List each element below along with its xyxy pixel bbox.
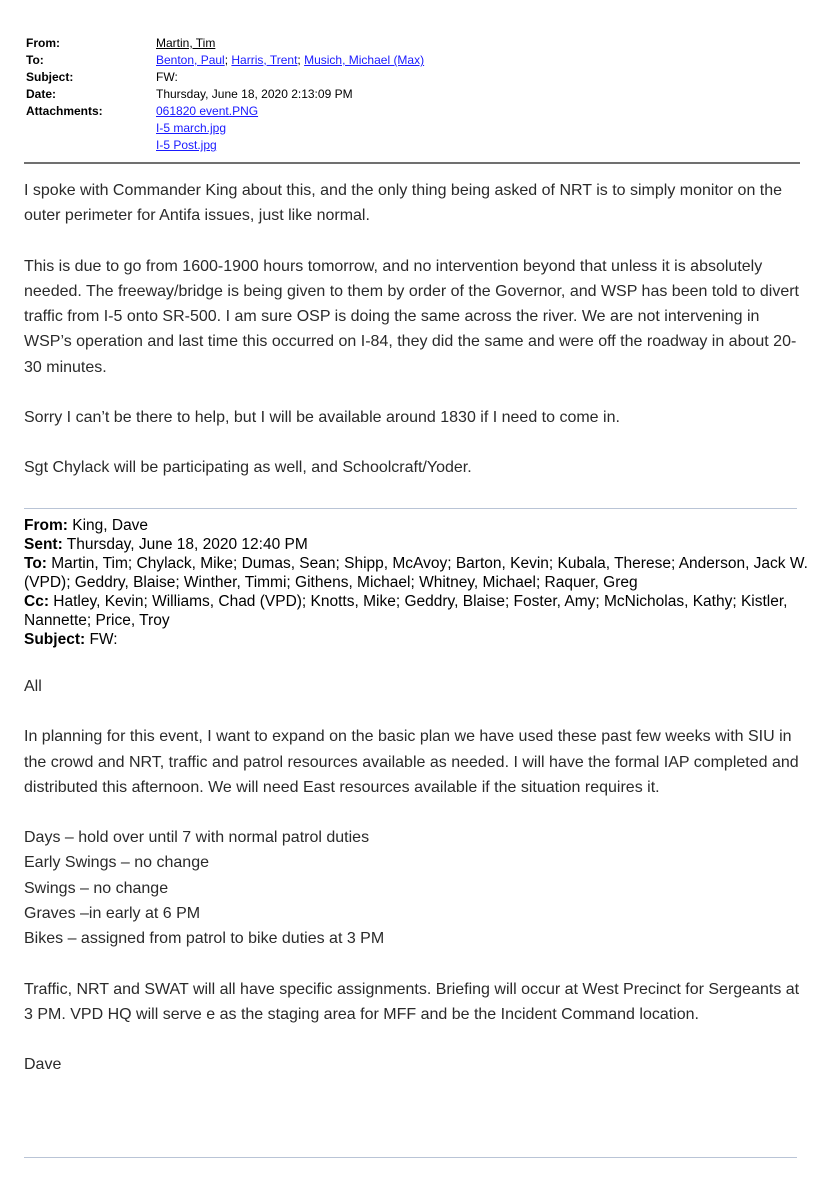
attachment-link[interactable]: I-5 Post.jpg bbox=[156, 138, 217, 152]
attachments-row bbox=[26, 103, 424, 154]
from-label: From: bbox=[26, 36, 60, 50]
fwd-sent-row bbox=[24, 535, 809, 554]
fwd-from-label: From: bbox=[24, 517, 68, 534]
to-label: To: bbox=[26, 53, 44, 67]
fwd-cc-label: Cc: bbox=[24, 593, 49, 610]
paragraph: In planning for this event, I want to expand on the basic plan we have used these past few weeks with SIU in the crowd and NRT, traffic and patrol resources available as needed. I will have the formal IAP completed and distributed this afternoon. We will need East resources available if the situation requires it. bbox=[24, 728, 799, 796]
fwd-to-label: To: bbox=[24, 555, 47, 572]
fwd-subject-label: Subject: bbox=[24, 631, 86, 648]
date-row bbox=[26, 86, 424, 103]
fwd-sent-label: Sent: bbox=[24, 536, 63, 553]
to-recipients: Benton, Paul; Harris, Trent; Musich, Michael (Max) bbox=[156, 53, 425, 67]
fwd-subject-value: FW: bbox=[89, 631, 118, 648]
list-item: Bikes – assigned from patrol to bike duties at 3 PM bbox=[24, 930, 385, 948]
signoff: Dave bbox=[24, 1056, 62, 1074]
subject-row bbox=[26, 69, 424, 86]
forwarded-body bbox=[24, 674, 804, 1103]
attachment-link[interactable]: I-5 march.jpg bbox=[156, 121, 227, 135]
forwarded-header bbox=[24, 516, 809, 649]
recipient-link[interactable]: Benton, Paul bbox=[156, 53, 225, 67]
attachments-list bbox=[156, 103, 258, 154]
date-value: Thursday, June 18, 2020 2:13:09 PM bbox=[156, 87, 353, 101]
fwd-from-row bbox=[24, 516, 809, 535]
subject-label: Subject: bbox=[26, 70, 74, 84]
list-item: Early Swings – no change bbox=[24, 854, 209, 872]
header-divider bbox=[24, 162, 800, 164]
paragraph: Traffic, NRT and SWAT will all have specific assignments. Briefing will occur at West Precinct for Sergeants at 3 PM. VPD HQ will serve e as the staging area for MFF and be the Incident Command location. bbox=[24, 980, 800, 1023]
fwd-cc-value: Hatley, Kevin; Williams, Chad (VPD); Knotts, Mike; Geddry, Blaise; Foster, Amy; McNicholas, Kathy; Kistler, Nannette; Price, Troy bbox=[24, 593, 788, 629]
recipient-link[interactable]: Musich, Michael (Max) bbox=[304, 53, 425, 67]
from-link[interactable]: Martin, Tim bbox=[156, 36, 216, 50]
subject-value: FW: bbox=[156, 70, 178, 84]
greeting: All bbox=[24, 678, 42, 695]
list-item: Swings – no change bbox=[24, 879, 169, 897]
fwd-cc-row bbox=[24, 592, 809, 630]
fwd-sent-value: Thursday, June 18, 2020 12:40 PM bbox=[66, 536, 308, 553]
date-label: Date: bbox=[26, 87, 57, 101]
list-item: Graves –in early at 6 PM bbox=[24, 905, 201, 923]
forward-divider bbox=[24, 508, 797, 509]
fwd-to-value: Martin, Tim; Chylack, Mike; Dumas, Sean; Shipp, McAvoy; Barton, Kevin; Kubala, Therese; Anderson, Jack W. (VPD); Geddry, Blaise; Winther, Timmi; Githens, Michael; Whitney, Michael; Raquer, Greg bbox=[24, 555, 808, 591]
fwd-subject-row bbox=[24, 630, 809, 649]
attachments-label: Attachments: bbox=[26, 104, 103, 118]
paragraph: Sorry I can’t be there to help, but I will be available around 1830 if I need to come in. bbox=[24, 409, 620, 427]
from-row bbox=[26, 35, 424, 52]
paragraph: This is due to go from 1600-1900 hours tomorrow, and no intervention beyond that unless it is absolutely needed. The freeway/bridge is being given to them by order of the Governor, and WSP has been told to divert traffic from I-5 onto SR-500. I am sure OSP is doing the same across the river. We are not intervening in WSP’s operation and last time this occurred on I-84, they did the same and were off the roadway in about 20-30 minutes. bbox=[24, 257, 799, 376]
email-header bbox=[26, 35, 424, 154]
footer-divider bbox=[24, 1157, 797, 1158]
list-item: Days – hold over until 7 with normal patrol duties bbox=[24, 829, 370, 847]
schedule-list bbox=[24, 825, 804, 951]
fwd-to-row bbox=[24, 554, 809, 592]
recipient-link[interactable]: Harris, Trent bbox=[231, 53, 298, 67]
paragraph: I spoke with Commander King about this, and the only thing being asked of NRT is to simply monitor on the outer perimeter for Antifa issues, just like normal. bbox=[24, 182, 783, 225]
fwd-from-value: King, Dave bbox=[72, 517, 149, 534]
message-body bbox=[24, 178, 804, 506]
to-row bbox=[26, 52, 424, 69]
attachment-link[interactable]: 061820 event.PNG bbox=[156, 104, 259, 118]
paragraph: Sgt Chylack will be participating as well, and Schoolcraft/Yoder. bbox=[24, 459, 472, 477]
